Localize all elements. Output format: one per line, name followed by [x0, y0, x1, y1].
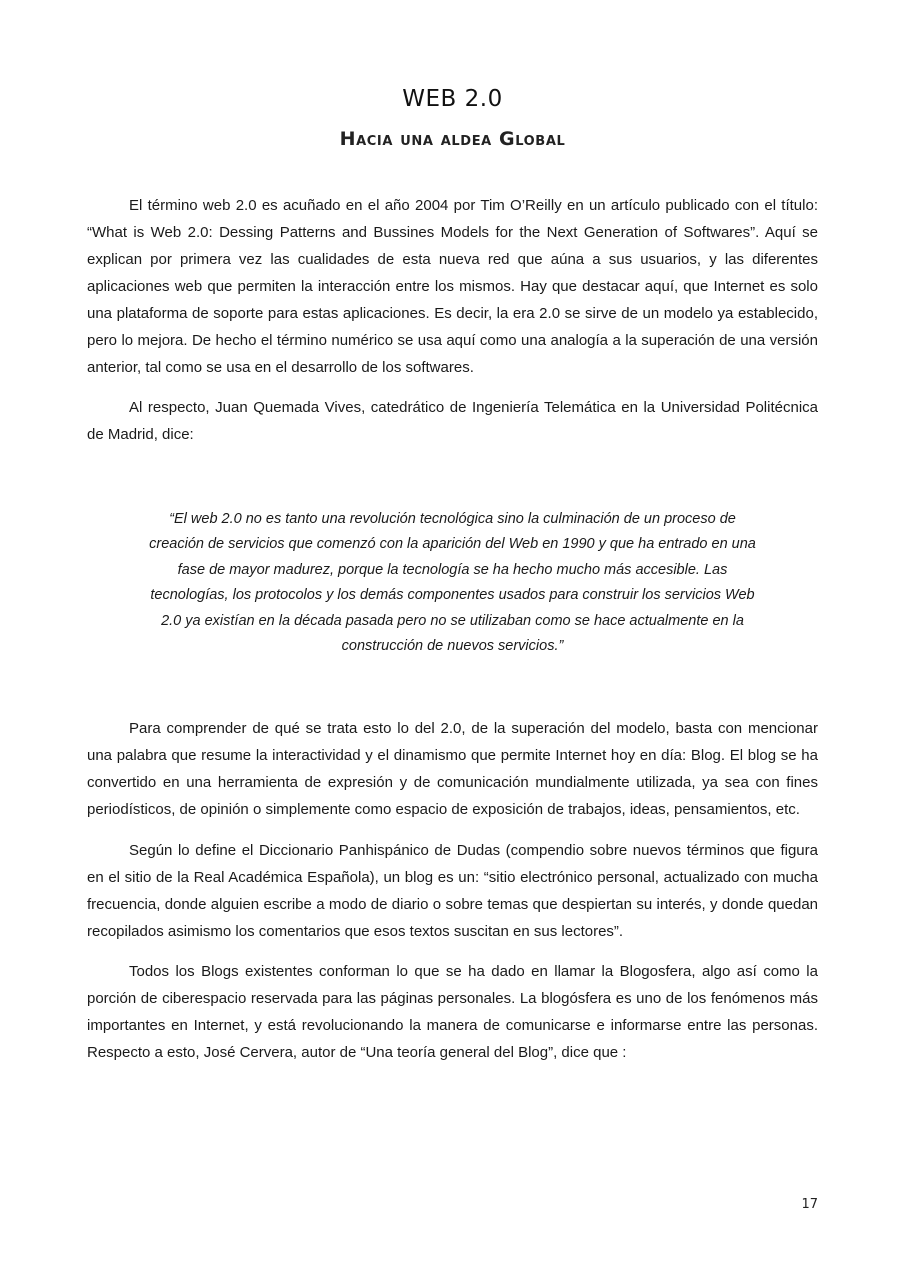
block-quote: “El web 2.0 no es tanto una revolución tecnológica sino la culminación de un proceso de creación de servicios que comenzó con la aparición del Web en 1990 y que ha entrado en una fase de mayor madurez, porque la tecnología se ha hecho mucho más accesible. Las tecnologías, los protocolos y los demás componentes usados para construir los servicios Web 2.0 ya existían en la década pasada pero no se utilizaban como se hace actualmente en la construcción de nuevos servicios.” — [149, 511, 756, 655]
paragraph-quemada-intro: Al respecto, Juan Quemada Vives, catedrático de Ingeniería Telemática en la Universidad Politécnica de Madrid, dice: — [87, 399, 818, 443]
paragraph-blog: Para comprender de qué se trata esto lo del 2.0, de la superación del modelo, basta con mencionar una palabra que resume la interactividad y el dinamismo que permite Internet hoy en día: Blog. El blog se ha convertido en una herramienta de expresión y de comunicación mundialmente utilizada, ya sea con fines periodísticos, de opinión o simplemente como espacio de exposición de trabajos, ideas, pensamientos, etc. — [87, 720, 818, 818]
paragraph-web20-origin: El término web 2.0 es acuñado en el año 2004 por Tim O’Reilly en un artículo publicado con el título: “What is Web 2.0: Dessing Patterns and Bussines Models for the Next Generation of Softwares”. Aquí se explican por primera vez las cualidades de esta nueva red que aúna a sus usuarios, y las diferentes aplicaciones web que permiten la interacción entre los mismos. Hay que destacar aquí, que Internet es solo una plataforma de soporte para estas aplicaciones. Es decir, la era 2.0 se sirve de un modelo ya establecido, pero lo mejora. De hecho el término numérico se usa aquí como una analogía a la superación de una versión anterior, tal como se usa en el desarrollo de los softwares. — [87, 197, 818, 376]
paragraph-blog-definition: Según lo define el Diccionario Panhispánico de Dudas (compendio sobre nuevos términos que figura en el sitio de la Real Académica Española), un blog es un: “sitio electrónico personal, actualizado con mucha frecuencia, donde alguien escribe a modo de diario o sobre temas que despiertan su interés, y donde quedan recopilados asimismo los comentarios que esos textos suscitan en sus lectores”. — [87, 842, 818, 940]
paragraph-blogosfera: Todos los Blogs existentes conforman lo que se ha dado en llamar la Blogosfera, algo así como la porción de ciberespacio reservada para las páginas personales. La blogósfera es uno de los fenómenos más importantes en Internet, y está revolucionando la manera de comunicarse e informarse entre las personas. Respecto a esto, José Cervera, autor de “Una teoría general del Blog”, dice que : — [87, 963, 818, 1061]
page-title: WEB 2.0 — [402, 86, 503, 112]
page-subtitle: Hacia una aldea Global — [339, 128, 566, 150]
page-number: 17 — [801, 1197, 818, 1212]
